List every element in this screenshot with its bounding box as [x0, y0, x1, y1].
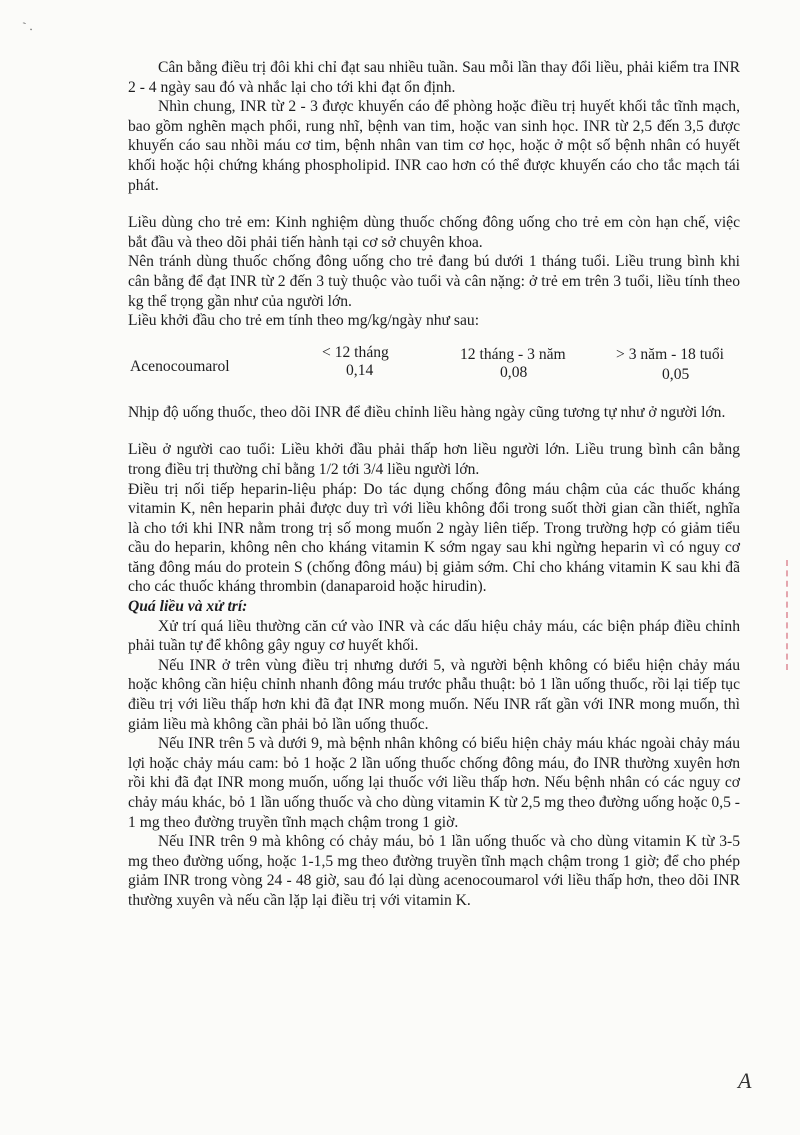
paragraph-children-1: Liều dùng cho trẻ em: Kinh nghiệm dùng thuốc chống đông uống cho trẻ em còn hạn chế, việc bắt đầu và theo dõi phải tiến hành tại cơ sở chuyên khoa. — [128, 214, 740, 251]
corner-mark: `. — [21, 19, 35, 36]
paragraph-inr-ranges: Nhìn chung, INR từ 2 - 3 được khuyến cáo để phòng hoặc điều trị huyết khối tắc tĩnh mạch, bao gồm nghẽn mạch phổi, rung nhĩ, bệnh van tim, hoặc van sinh học. INR từ 2,5 đến 3,5 được khuyến cáo sau nhồi máu cơ tim, bệnh nhân van tim cơ học, hoặc ở một số bệnh nhân có huyết khối hoặc hội chứng kháng phospholipid. INR cao hơn có thể được khuyến cáo cho tắc mạch tái phát. — [128, 98, 740, 194]
overdose-paragraph-1: Xử trí quá liều thường căn cứ vào INR và các dấu hiệu chảy máu, các biện pháp điều chỉnh phải tuần tự để không gây nguy cơ huyết khối. — [128, 617, 740, 655]
page-number: A — [738, 1068, 752, 1093]
dose-value-3y-18y: 0,05 — [662, 365, 690, 383]
dose-table — [128, 343, 740, 387]
stamp-edge — [786, 560, 800, 670]
paragraph-heparin: Điều trị nối tiếp heparin-liệu pháp: Do tác dụng chống đông máu chậm của các thuốc kháng vitamin K, nên heparin phải được duy trì với liều không đổi trong suốt thời gian cần thiết, nghĩa là cho tới khi INR nằm trong trị số mong muốn 2 ngày liên tiếp. Trong trường hợp có giảm tiểu cầu do heparin, không nên cho kháng vitamin K sớm ngay sau khi ngừng heparin vì có nguy cơ tăng đông máu do protein S (chống đông máu) bị giảm sớm. Chỉ cho kháng vitamin K sau khi đã cho các thuốc kháng thrombin (danaparoid hoặc hirudin). — [128, 480, 740, 596]
dose-header-3y-18y: > 3 năm - 18 tuổi — [616, 345, 724, 363]
overdose-paragraph-4: Nếu INR trên 9 mà không có chảy máu, bỏ 1 lần uống thuốc và cho dùng vitamin K từ 3-5 mg theo đường uống, hoặc 1-1,5 mg theo đường truyền tĩnh mạch chậm trong 1 giờ; để cho phép giảm INR trong vòng 24 - 48 giờ, sau đó lại dùng acenocoumarol với liều thấp hơn, theo dõi INR thường xuyên và nếu cần lặp lại điều trị với vitamin K. — [128, 833, 740, 909]
dose-value-12m-3y: 0,08 — [500, 363, 528, 381]
dose-header-12m-3y: 12 tháng - 3 năm — [460, 345, 566, 363]
paragraph-children-2: Nên tránh dùng thuốc chống đông uống cho trẻ đang bú dưới 1 tháng tuổi. Liều trung bình khi cân bằng để đạt INR từ 2 đến 3 tuỳ thuộc vào tuổi và cân nặng: ở trẻ em trên 3 tuổi, liều tính theo kg thể trọng gần như của người lớn. — [128, 253, 740, 310]
paragraph-after-table: Nhịp độ uống thuốc, theo dõi INR để điều chỉnh liều hàng ngày cũng tương tự như ở người lớn. — [128, 403, 726, 421]
paragraph-elderly: Liều ở người cao tuổi: Liều khởi đầu phải thấp hơn liều người lớn. Liều trung bình cân bằng trong điều trị thường chỉ bằng 1/2 tới 3/4 liều người lớn. — [128, 441, 740, 478]
dose-header-under-12m: < 12 tháng — [322, 343, 389, 361]
paragraph-children-3: Liều khởi đầu cho trẻ em tính theo mg/kg/ngày như sau: — [128, 312, 480, 330]
overdose-paragraph-3: Nếu INR trên 5 và dưới 9, mà bệnh nhân không có biểu hiện chảy máu khác ngoài chảy máu lợi hoặc chảy máu cam: bỏ 1 hoặc 2 lần uống thuốc chống đông máu, đo INR thường xuyên hơn rồi khi đã đạt INR mong muốn, uống lại thuốc với liều thấp hơn. Nếu bệnh nhân có các nguy cơ chảy máu khác, bỏ 1 lần uống thuốc và cho dùng vitamin K từ 2,5 mg theo đường uống hoặc 0,5 - 1 mg theo đường truyền tĩnh mạch chậm trong 1 giờ. — [128, 735, 740, 831]
overdose-heading: Quá liều và xử trí: — [128, 598, 248, 616]
dose-drug-name: Acenocoumarol — [130, 357, 230, 375]
document-page — [128, 58, 740, 911]
paragraph-balance: Cân bằng điều trị đôi khi chỉ đạt sau nhiều tuần. Sau mỗi lần thay đổi liều, phải kiểm tra INR 2 - 4 ngày sau đó và nhắc lại cho tới khi đạt ổn định. — [128, 59, 740, 96]
dose-value-under-12m: 0,14 — [346, 361, 374, 379]
overdose-paragraph-2: Nếu INR ở trên vùng điều trị nhưng dưới 5, và người bệnh không có biểu hiện chảy máu hoặc không cần hiệu chỉnh nhanh đông máu trước phẫu thuật: bỏ 1 lần uống thuốc, rồi lại tiếp tục điều trị với liều thấp hơn khi đã đạt INR mong muốn. Nếu INR rất gần với INR mong muốn, thì giảm liều mà không cần phải bỏ lần uống thuốc. — [128, 656, 740, 733]
